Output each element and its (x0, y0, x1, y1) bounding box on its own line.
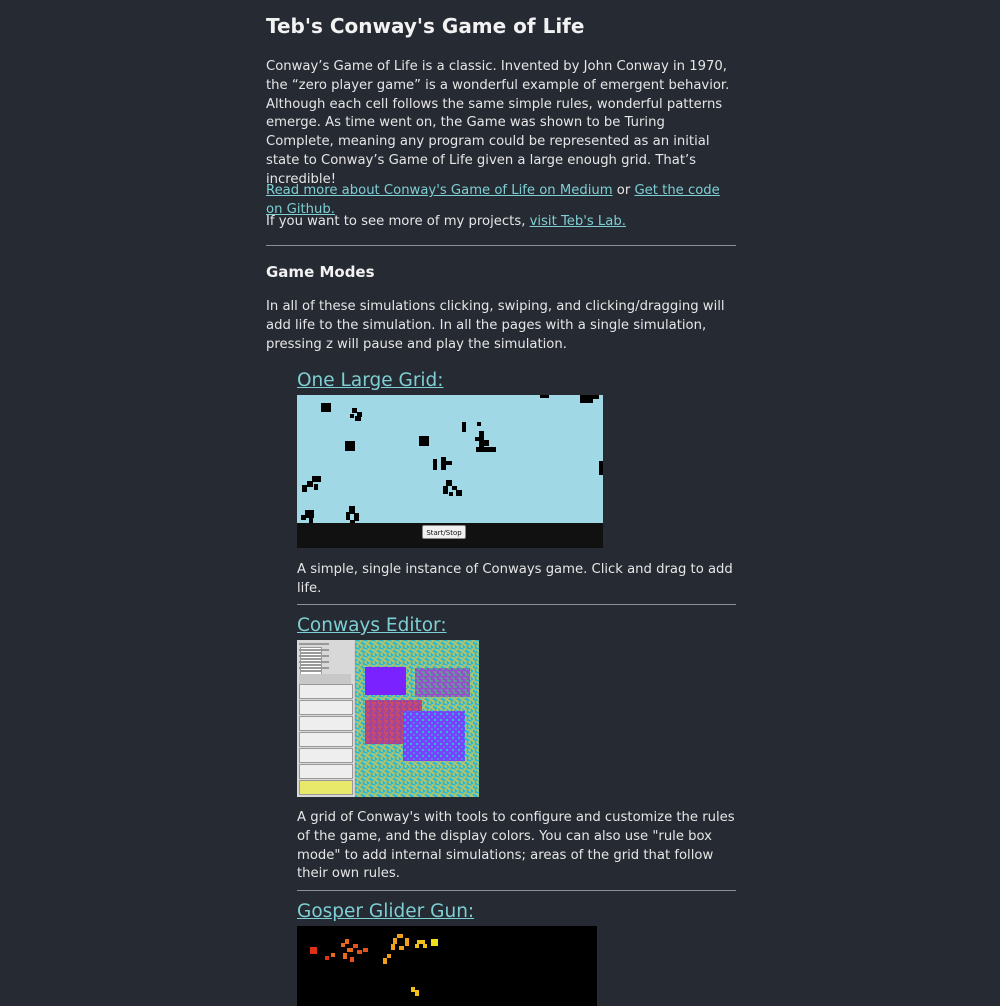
conways-editor-link[interactable]: Conways Editor: (297, 615, 447, 636)
page-title: Teb's Conway's Game of Life (266, 14, 585, 38)
projects-prefix: If you want to see more of my projects, (266, 214, 530, 229)
gosper-glider-gun-link[interactable]: Gosper Glider Gun: (297, 901, 475, 922)
editor-grid-preview (355, 640, 479, 797)
editor-control-panel (297, 640, 354, 797)
game-modes-description: In all of these simulations clicking, swiping, and clicking/dragging will add life to the simulation. In all the pages with a single simulation, pressing z will pause and play the simulation. (266, 299, 725, 352)
github-link[interactable]: Get the code on Github. (266, 183, 720, 217)
gosper-glider-gun-title (297, 901, 474, 922)
divider (297, 890, 736, 891)
game-modes-heading: Game Modes (266, 263, 375, 281)
projects-paragraph (266, 213, 736, 232)
divider (266, 245, 736, 246)
intro-paragraph: Conway’s Game of Life is a classic. Invented by John Conway in 1970, the “zero player game” is a wonderful example of emergent behavior. Although each cell follows the same simple rules, wonderful patterns emerge. As time went on, the Game was shown to be Turing Complete, meaning any program could be represented as an initial state to Conway’s Game of Life given a large enough grid. That’s incredible! (266, 59, 730, 187)
conways-editor-description: A grid of Conway's with tools to configure and customize the rules of the game, and the display colors. You can also use "rule box mode" to add internal simulations; areas of the grid that follow their own rules. (297, 810, 735, 882)
medium-link[interactable]: Read more about Conway's Game of Life on Medium (266, 183, 613, 198)
tebs-lab-link[interactable]: visit Teb's Lab. (529, 214, 626, 229)
one-large-grid-link[interactable]: One Large Grid: (297, 370, 444, 391)
one-large-grid-title (297, 370, 444, 391)
conways-editor-preview[interactable] (297, 640, 479, 797)
gosper-glider-gun-preview[interactable] (297, 926, 597, 1006)
conways-editor-title (297, 615, 447, 636)
life-grid-preview (297, 395, 603, 523)
divider (297, 604, 736, 605)
one-large-grid-description: A simple, single instance of Conways game. Click and drag to add life. (297, 562, 733, 596)
glider-gun-preview (297, 926, 597, 1000)
start-stop-button[interactable]: Start/Stop (422, 525, 466, 539)
links-separator: or (612, 183, 635, 198)
